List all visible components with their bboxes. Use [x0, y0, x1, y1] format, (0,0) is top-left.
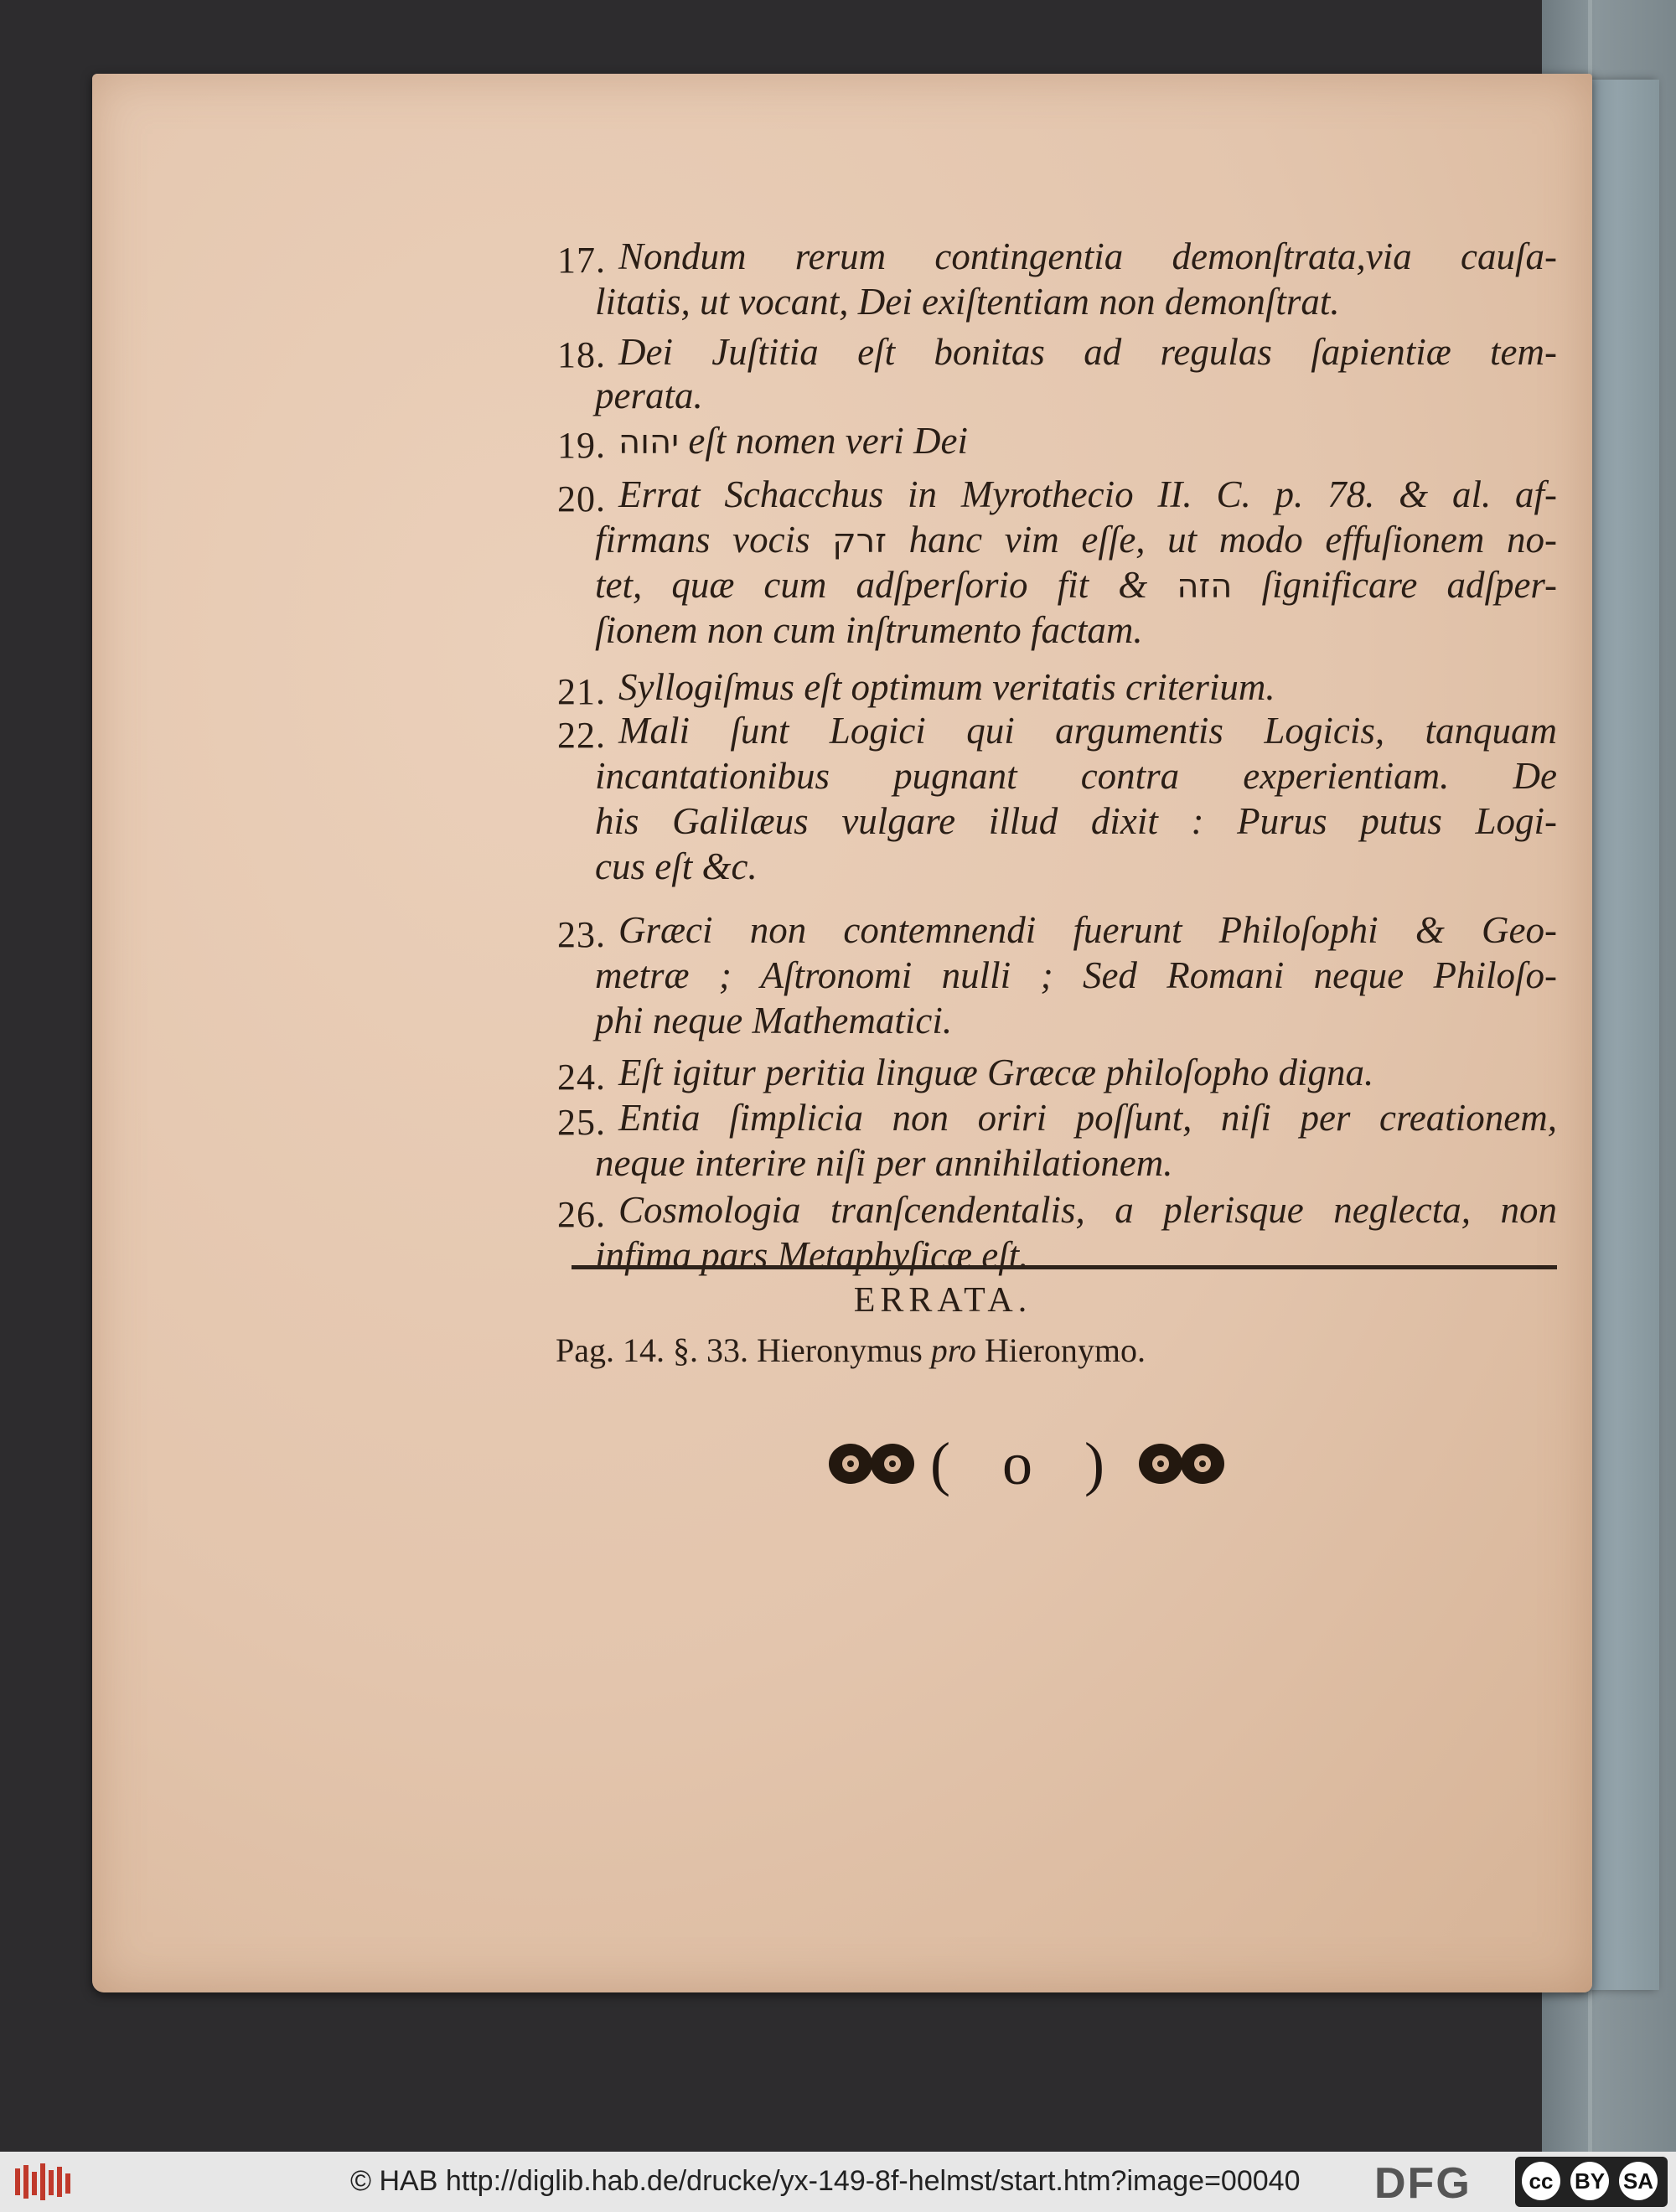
hebrew-word: זרק — [832, 522, 887, 561]
thesis-line: Errat Schacchus in Myrothecio II. C. p. 78. & al. af- — [618, 473, 1557, 515]
errata-prefix: Pag. 14. §. 33. Hieronymus — [556, 1331, 923, 1369]
thesis-line: Mali ſunt Logici qui argumentis Logicis, tanquam — [618, 710, 1557, 752]
thesis-number: 26. — [557, 1194, 606, 1235]
hebrew-word: יהוה — [618, 423, 680, 462]
left-fleuron-icon — [825, 1434, 918, 1493]
thesis-number: 20. — [557, 478, 606, 519]
thesis-line-text: firmans vocis — [595, 519, 810, 561]
thesis-line-text: eſt nomen veri Dei — [688, 420, 968, 462]
thesis-line: incantationibus pugnant contra experientiam. De — [595, 755, 1557, 797]
cc-license-badge[interactable] — [1515, 2157, 1668, 2207]
thesis-number: 25. — [557, 1102, 606, 1143]
thesis-line: Entia ſimplicia non oriri poſſunt, niſi per creationem, — [618, 1097, 1557, 1139]
thesis-line: cus eſt &c. — [595, 845, 758, 887]
cc-icon: cc — [1522, 2162, 1560, 2200]
thesis-line: perata. — [595, 375, 703, 416]
errata-entry — [556, 1331, 1146, 1370]
thesis-number: 23. — [557, 914, 606, 955]
thesis-line — [595, 563, 1557, 607]
viewer-footer — [0, 2152, 1676, 2212]
hebrew-word: הזה — [1177, 567, 1233, 606]
thesis-line: Cosmologia tranſcendentalis, a plerisque neglecta, non — [618, 1189, 1557, 1231]
thesis-number: 21. — [557, 671, 606, 712]
thesis-line-text: hanc vim eſſe, ut modo effuſionem no- — [908, 519, 1557, 561]
thesis-line — [618, 419, 1557, 463]
thesis-number: 22. — [557, 715, 606, 756]
dfg-logo: DFG — [1374, 2159, 1472, 2208]
thesis-line: neque interire niſi per annihilationem. — [595, 1142, 1173, 1184]
thesis-number: 17. — [557, 240, 606, 281]
book-page — [92, 74, 1592, 1992]
ornament-text: ( o ) — [930, 1430, 1123, 1497]
right-fleuron-icon — [1135, 1434, 1228, 1493]
thesis-line: litatis, ut vocant, Dei exiſtentiam non demonſtrat. — [595, 281, 1340, 323]
thesis-line: Dei Juſtitia eſt bonitas ad regulas ſapientiæ tem- — [618, 331, 1557, 373]
thesis-line: Eſt igitur peritia linguæ Græcæ philoſopho digna. — [618, 1052, 1374, 1093]
thesis-line: his Galilæus vulgare illud dixit : Purus putus Logi- — [595, 800, 1557, 842]
thesis-line: phi neque Mathematici. — [595, 1000, 953, 1041]
thesis-line-text: tet, quæ cum adſperſorio fit & — [595, 564, 1148, 606]
errata-pro: pro — [930, 1331, 976, 1369]
thesis-line: Græci non contemnendi fuerunt Philoſophi & Geo- — [618, 909, 1557, 951]
errata-heading: ERRATA. — [853, 1281, 1032, 1320]
thesis-number: 19. — [557, 425, 606, 466]
thesis-line: metræ ; Aſtronomi nulli ; Sed Romani neque Philoſo- — [595, 954, 1557, 996]
thesis-line: Nondum rerum contingentia demonſtrata,via cauſa- — [618, 235, 1557, 277]
separator-rule — [572, 1265, 1557, 1269]
copyright-link[interactable]: © HAB http://diglib.hab.de/drucke/yx-149-8f-helmst/start.htm?image=00040 — [350, 2165, 1301, 2197]
errata-suffix: Hieronymo. — [984, 1331, 1146, 1369]
thesis-line: Syllogiſmus eſt optimum veritatis criterium. — [618, 666, 1275, 708]
sa-icon: SA — [1619, 2162, 1658, 2200]
thesis-number: 24. — [557, 1057, 606, 1098]
thesis-line — [595, 518, 1557, 561]
thesis-line-text: ſignificare adſper- — [1261, 564, 1558, 606]
by-icon: BY — [1570, 2162, 1609, 2200]
thesis-line: infima pars Metaphyſicæ eſt. — [595, 1234, 1029, 1276]
hab-logo-icon — [15, 2162, 75, 2202]
thesis-number: 18. — [557, 334, 606, 375]
printers-ornament — [825, 1429, 1228, 1505]
thesis-line: ſionem non cum inſtrumento factam. — [595, 609, 1143, 651]
